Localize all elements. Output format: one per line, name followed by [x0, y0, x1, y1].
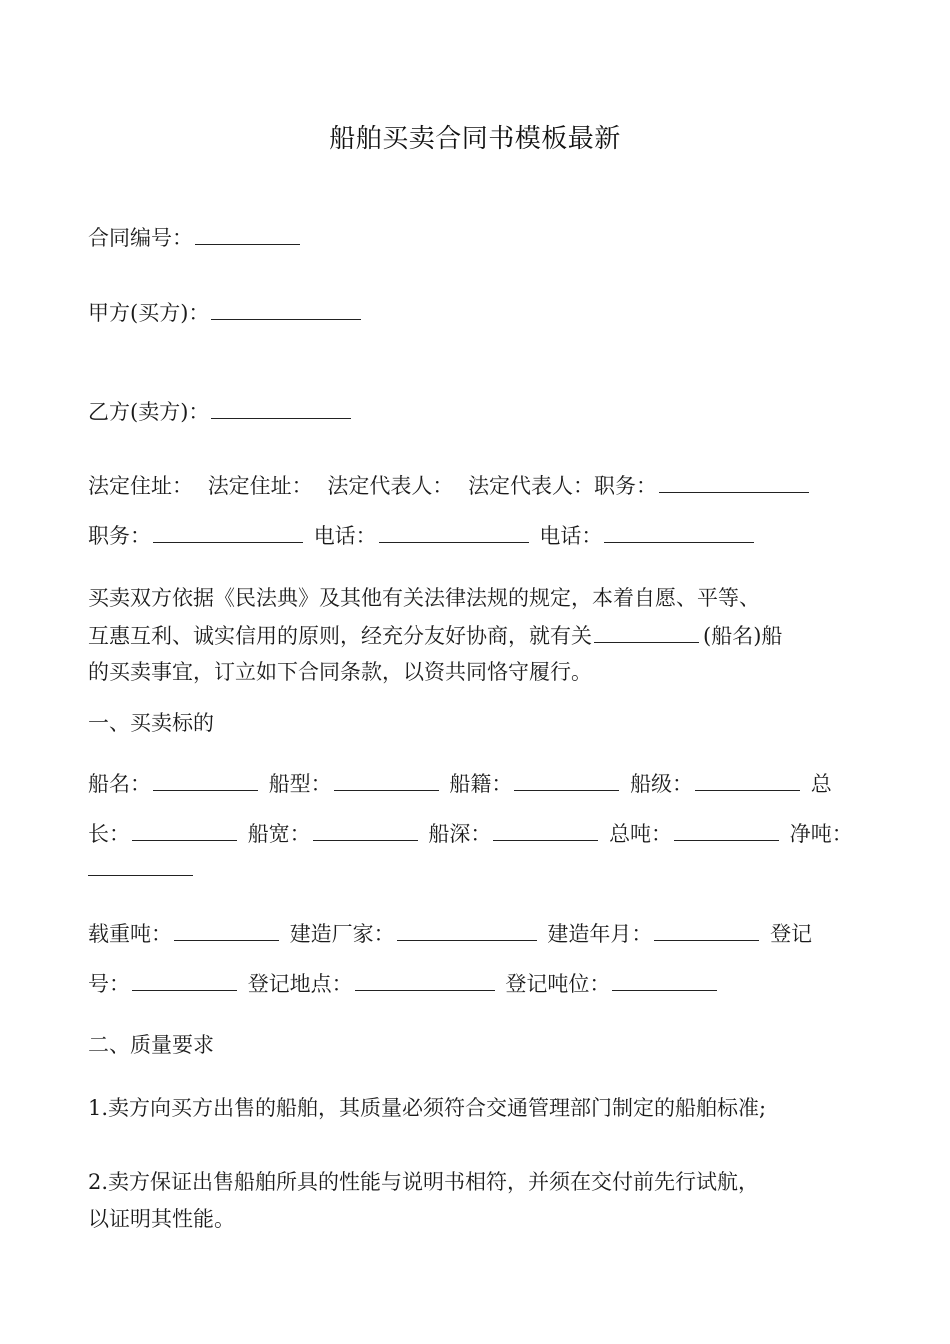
registration-number-label-part-2: 号： [88, 972, 130, 996]
depth-blank[interactable] [493, 818, 598, 841]
ship-registry-label: 船籍： [449, 772, 513, 796]
build-date-label: 建造年月： [547, 922, 653, 946]
ship-type-blank[interactable] [334, 768, 439, 791]
build-date-blank[interactable] [654, 918, 759, 941]
phone-b-blank[interactable] [604, 520, 754, 543]
address-line-2 [88, 520, 878, 551]
builder-label: 建造厂家： [289, 922, 395, 946]
registration-place-label: 登记地点： [247, 972, 353, 996]
ship-class-blank[interactable] [695, 768, 800, 791]
preamble-ship-suffix: (船名)船 [703, 624, 783, 648]
party-a-blank[interactable] [211, 297, 361, 320]
preamble-line-2 [88, 620, 878, 651]
address-line-1 [88, 470, 878, 501]
phone-a-label: 电话： [313, 524, 377, 548]
contract-number-blank[interactable] [195, 222, 300, 245]
ship-type-label: 船型： [268, 772, 332, 796]
title-blank-1[interactable] [659, 470, 809, 493]
subject-row-2 [88, 818, 878, 849]
deadweight-label: 载重吨： [88, 922, 172, 946]
phone-b-label: 电话： [539, 524, 603, 548]
ship-class-label: 船级： [630, 772, 694, 796]
party-b-representative-title-label: 法定代表人：职务： [468, 474, 658, 498]
preamble-line-3: 的买卖事宜，订立如下合同条款，以资共同恪守履行。 [88, 660, 592, 684]
section-2-heading: 二、质量要求 [88, 1033, 214, 1057]
length-label-part-2: 长： [88, 822, 130, 846]
registered-tonnage-label: 登记吨位： [505, 972, 611, 996]
party-a-line [88, 297, 878, 328]
beam-label: 船宽： [247, 822, 311, 846]
ship-registry-blank[interactable] [514, 768, 619, 791]
phone-a-blank[interactable] [379, 520, 529, 543]
length-blank[interactable] [132, 818, 237, 841]
party-b-label: 乙方(卖方)： [88, 400, 210, 424]
party-a-label: 甲方(买方)： [88, 301, 210, 325]
depth-label: 船深： [428, 822, 492, 846]
subject-row-1 [88, 768, 878, 799]
quality-item-1: 1.卖方向买方出售的船舶，其质量必须符合交通管理部门制定的船舶标准; [88, 1096, 767, 1120]
registration-number-blank[interactable] [132, 968, 237, 991]
document-title: 船舶买卖合同书模板最新 [329, 124, 621, 154]
gross-tonnage-label: 总吨： [609, 822, 673, 846]
registered-tonnage-blank[interactable] [612, 968, 717, 991]
ship-name-field-blank[interactable] [153, 768, 258, 791]
party-b-line [88, 396, 878, 427]
beam-blank[interactable] [313, 818, 418, 841]
subject-row-4 [88, 918, 878, 949]
ship-name-label: 船名： [88, 772, 151, 796]
net-tonnage-label: 净吨： [789, 822, 853, 846]
contract-number-line [88, 222, 878, 253]
contract-number-label: 合同编号： [88, 226, 193, 250]
registration-number-label-part-1: 登记 [770, 922, 813, 946]
net-tonnage-blank[interactable] [88, 853, 193, 876]
preamble-line-2-text: 互惠互利、诚实信用的原则，经充分友好协商，就有关 [88, 624, 592, 648]
party-b-blank[interactable] [211, 396, 351, 419]
ship-name-blank[interactable] [594, 620, 699, 643]
subject-row-5 [88, 968, 878, 999]
preamble-line-1: 买卖双方依据《民法典》及其他有关法律法规的规定，本着自愿、平等、 [88, 586, 760, 610]
deadweight-blank[interactable] [174, 918, 279, 941]
title-label: 职务： [88, 524, 151, 548]
quality-item-2-line-2: 以证明其性能。 [88, 1207, 235, 1231]
subject-row-3 [88, 853, 878, 884]
party-a-address-label: 法定住址： [88, 474, 193, 498]
quality-item-2-line-1: 2.卖方保证出售船舶所具的性能与说明书相符，并须在交付前先行试航， [88, 1170, 760, 1194]
registration-place-blank[interactable] [355, 968, 495, 991]
length-label-part-1: 总 [810, 772, 832, 796]
builder-blank[interactable] [397, 918, 537, 941]
title-blank-2[interactable] [153, 520, 303, 543]
party-a-representative-label: 法定代表人： [327, 474, 454, 498]
party-b-address-label: 法定住址： [207, 474, 313, 498]
gross-tonnage-blank[interactable] [674, 818, 779, 841]
section-1-heading: 一、买卖标的 [88, 711, 214, 735]
